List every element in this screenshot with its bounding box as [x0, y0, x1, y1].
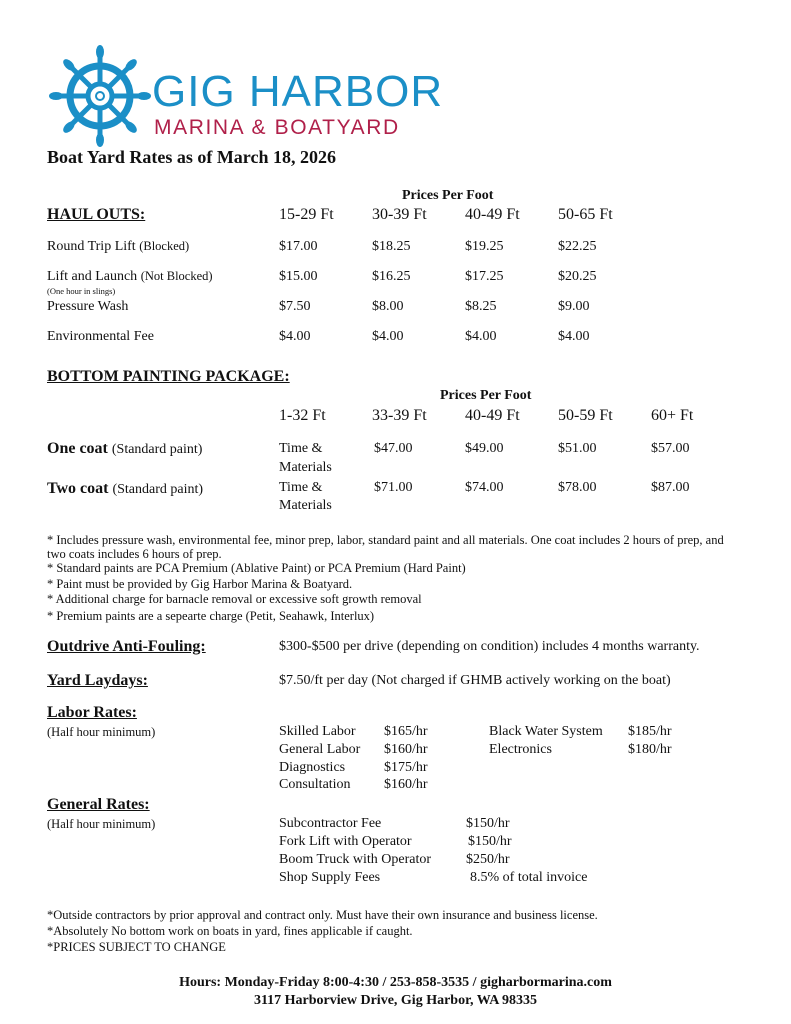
labor-subnote: (Half hour minimum)	[47, 725, 156, 739]
brand-subtitle: MARINA & BOATYARD	[154, 116, 400, 139]
footer-note: *Outside contractors by prior approval and contract only. Must have their own insurance and business license.	[47, 908, 598, 922]
footer-note: *PRICES SUBJECT TO CHANGE	[47, 940, 226, 954]
labor-item-name: Electronics	[489, 742, 552, 757]
paint-col-header: 50-59 Ft	[558, 407, 613, 424]
paint-row-value: $78.00	[558, 480, 597, 495]
outdrive-heading: Outdrive Anti-Fouling:	[47, 638, 206, 655]
haul-row-value: $9.00	[558, 299, 590, 314]
laydays-heading: Yard Laydays:	[47, 672, 148, 689]
labor-item-name: Skilled Labor	[279, 724, 356, 739]
labor-item-rate: $160/hr	[384, 777, 428, 792]
haul-row-value: $8.00	[372, 299, 404, 314]
laydays-text: $7.50/ft per day (Not charged if GHMB actively working on the boat)	[279, 673, 671, 688]
general-item-rate: $150/hr	[466, 816, 510, 831]
haul-row-label: Lift and Launch (Not Blocked)	[47, 269, 213, 284]
labor-item-name: Consultation	[279, 777, 351, 792]
labor-item-rate: $180/hr	[628, 742, 672, 757]
labor-item-name: General Labor	[279, 742, 361, 757]
contact-hours: Hours: Monday-Friday 8:00-4:30 / 253-858-3535 / gigharbormarina.com	[179, 975, 612, 990]
paint-row-first: Time &	[279, 441, 323, 456]
general-item-name: Fork Lift with Operator	[279, 834, 412, 849]
paint-row-first: Materials	[279, 460, 332, 475]
labor-item-rate: $160/hr	[384, 742, 428, 757]
haul-col-header: 40-49 Ft	[465, 206, 520, 223]
paint-note: * Standard paints are PCA Premium (Ablative Paint) or PCA Premium (Hard Paint)	[47, 561, 466, 575]
haul-row-value: $4.00	[279, 329, 311, 344]
paint-row-first: Time &	[279, 480, 323, 495]
ships-wheel-icon	[48, 44, 152, 148]
labor-item-name: Diagnostics	[279, 760, 346, 775]
general-item-rate: 8.5% of total invoice	[470, 870, 588, 885]
haul-row-label: Round Trip Lift (Blocked)	[47, 239, 190, 254]
haul-row-value: $8.25	[465, 299, 497, 314]
general-item-rate: $150/hr	[468, 834, 512, 849]
general-subnote: (Half hour minimum)	[47, 817, 156, 831]
paint-col-header: 33-39 Ft	[372, 407, 427, 424]
bottom-prices-label: Prices Per Foot	[440, 388, 532, 403]
footer-note: *Absolutely No bottom work on boats in yard, fines applicable if caught.	[47, 924, 413, 938]
haul-row-value: $22.25	[558, 239, 597, 254]
haul-col-header: 30-39 Ft	[372, 206, 427, 223]
paint-row-value: $49.00	[465, 441, 504, 456]
haul-row-value: $4.00	[558, 329, 590, 344]
paint-note: * Includes pressure wash, environmental fee, minor prep, labor, standard paint and all materials. One coat includes 2 hours of prep, and two coats includes 6 hours of prep.	[47, 533, 724, 561]
haul-col-header: 15-29 Ft	[279, 206, 334, 223]
haul-row-value: $18.25	[372, 239, 411, 254]
brand-name: GIG HARBOR	[152, 67, 444, 116]
haul-col-header: 50-65 Ft	[558, 206, 613, 223]
general-heading: General Rates:	[47, 796, 150, 813]
haul-row-label: Pressure Wash	[47, 299, 129, 314]
paint-row-value: $57.00	[651, 441, 690, 456]
paint-note: * Paint must be provided by Gig Harbor Marina & Boatyard.	[47, 577, 353, 591]
haul-row-value: $4.00	[465, 329, 497, 344]
paint-col-header: 60+ Ft	[651, 407, 694, 424]
paint-col-header: 40-49 Ft	[465, 407, 520, 424]
haul-row-value: $17.00	[279, 239, 318, 254]
contact-address: 3117 Harborview Drive, Gig Harbor, WA 98335	[253, 993, 538, 1008]
labor-item-name: Black Water System	[489, 724, 603, 739]
paint-row-value: $51.00	[558, 441, 597, 456]
haul-row-value: $7.50	[279, 299, 311, 314]
haul-row-value: $16.25	[372, 269, 411, 284]
labor-item-rate: $185/hr	[628, 724, 672, 739]
paint-row-label: One coat (Standard paint)	[47, 440, 203, 457]
paint-row-first: Materials	[279, 498, 332, 513]
page-title: Boat Yard Rates as of March 18, 2026	[47, 147, 336, 167]
paint-row-value: $47.00	[374, 441, 413, 456]
haul-row-value: $4.00	[372, 329, 404, 344]
haul-row-label: Environmental Fee	[47, 329, 154, 344]
labor-item-rate: $175/hr	[384, 760, 428, 775]
paint-note: * Premium paints are a sepearte charge (Petit, Seahawk, Interlux)	[47, 609, 375, 623]
haul-row-value: $20.25	[558, 269, 597, 284]
paint-row-value: $71.00	[374, 480, 413, 495]
general-item-name: Subcontractor Fee	[279, 816, 382, 831]
paint-col-header: 1-32 Ft	[279, 407, 326, 424]
general-item-rate: $250/hr	[466, 852, 510, 867]
bottom-painting-heading: BOTTOM PAINTING PACKAGE:	[47, 368, 290, 385]
general-item-name: Boom Truck with Operator	[279, 852, 432, 867]
labor-heading: Labor Rates:	[47, 704, 137, 721]
haul-outs-prices-label: Prices Per Foot	[402, 188, 494, 203]
labor-item-rate: $165/hr	[384, 724, 428, 739]
outdrive-text: $300-$500 per drive (depending on condition) includes 4 months warranty.	[279, 639, 700, 654]
haul-outs-heading: HAUL OUTS:	[47, 206, 146, 223]
paint-row-value: $74.00	[465, 480, 504, 495]
haul-row-value: $19.25	[465, 239, 504, 254]
paint-row-value: $87.00	[651, 480, 690, 495]
paint-row-label: Two coat (Standard paint)	[47, 480, 204, 497]
haul-row-note: (One hour in slings)	[47, 286, 116, 296]
general-item-name: Shop Supply Fees	[279, 870, 381, 885]
paint-note: * Additional charge for barnacle removal or excessive soft growth removal	[47, 592, 422, 606]
haul-row-value: $17.25	[465, 269, 504, 284]
haul-row-value: $15.00	[279, 269, 318, 284]
